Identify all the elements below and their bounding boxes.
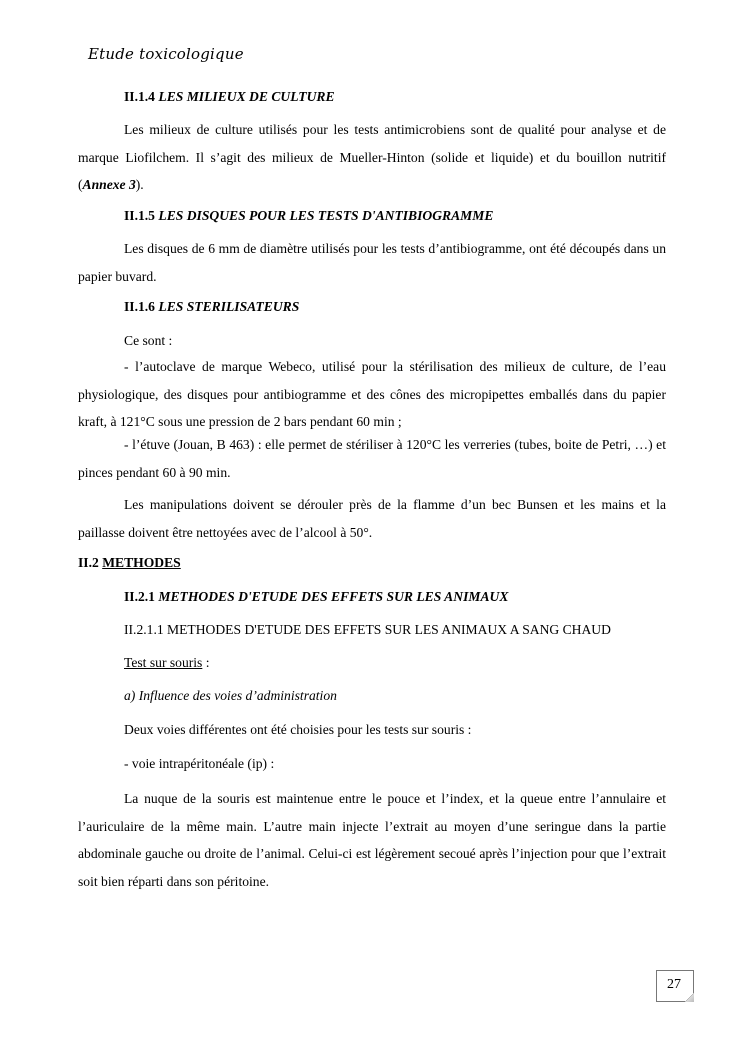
heading-2-2 xyxy=(78,555,181,571)
paragraph-text: Les milieux de culture utilisés pour les tests antimicrobiens sont de qualité pour analyse et de marque Liofilchem. Il s’agit des milieux de Mueller-Hinton (solide et liquide) et du bouillon nutritif ( xyxy=(78,122,666,192)
page-number: 27 xyxy=(667,977,681,992)
heading-number: II.2 xyxy=(78,555,99,570)
running-header: Etude toxicologique xyxy=(88,45,244,63)
heading-2-1-5 xyxy=(124,208,493,224)
test-label-line xyxy=(124,655,210,671)
heading-title: LES DISQUES POUR LES TESTS D'ANTIBIOGRAMME xyxy=(158,208,494,223)
heading-2-2-1-1: II.2.1.1 METHODES D'ETUDE DES EFFETS SUR LES ANIMAUX A SANG CHAUD xyxy=(124,622,611,637)
subheading-a: a) Influence des voies d’administration xyxy=(124,688,337,703)
heading-title: LES MILIEUX DE CULTURE xyxy=(158,89,335,104)
paragraph-milieux xyxy=(78,116,666,199)
annexe-reference: Annexe 3 xyxy=(82,177,136,192)
heading-2-1-6 xyxy=(124,299,299,315)
heading-number: II.2.1 xyxy=(124,589,155,604)
test-label: Test sur souris xyxy=(124,655,203,670)
heading-number: II.1.6 xyxy=(124,299,155,314)
heading-title: METHODES xyxy=(102,555,181,570)
heading-2-2-1 xyxy=(124,589,508,605)
list-item-etuve: - l’étuve (Jouan, B 463) : elle permet de stériliser à 120°C les verreries (tubes, boite de Petri, …) et pinces pendant 60 à 90 min. xyxy=(78,437,666,480)
list-item-autoclave: - l’autoclave de marque Webeco, utilisé pour la stérilisation des milieux de culture, de l’eau physiologique, des disques pour antibiogramme et des cônes des micropipettes emballés dans du papier kraft, à 121°C sous une pression de 2 bars pendant 60 min ; xyxy=(78,359,666,429)
paragraph-text-end: ). xyxy=(135,177,144,192)
route-ip: - voie intrapéritonéale (ip) : xyxy=(124,756,275,771)
routes-intro: Deux voies différentes ont été choisies pour les tests sur souris : xyxy=(124,722,472,737)
test-label-suffix: : xyxy=(202,655,210,670)
page-number-box xyxy=(656,970,694,1002)
heading-2-1-4 xyxy=(124,89,335,105)
paragraph-injection: La nuque de la souris est maintenue entre le pouce et l’index, et la queue entre l’annulaire et l’auriculaire de la même main. L’autre main injecte l’extrait au moyen d’une seringue dans la partie abdominale gauche ou droite de l’animal. Celui-ci est légèrement secoué après l’injection pour que l’extrait soit bien réparti dans son péritoine. xyxy=(78,791,666,889)
heading-title: LES STERILISATEURS xyxy=(158,299,300,314)
page-curl-icon xyxy=(685,993,694,1002)
heading-title: METHODES D'ETUDE DES EFFETS SUR LES ANIMAUX xyxy=(158,589,509,604)
paragraph-disques: Les disques de 6 mm de diamètre utilisés pour les tests d’antibiogramme, ont été découpés dans un papier buvard. xyxy=(78,241,666,284)
intro-text: Ce sont : xyxy=(124,333,173,348)
paragraph-manipulations: Les manipulations doivent se dérouler près de la flamme d’un bec Bunsen et les mains et la paillasse doivent être nettoyées avec de l’alcool à 50°. xyxy=(78,497,666,540)
heading-number: II.1.4 xyxy=(124,89,155,104)
heading-number: II.1.5 xyxy=(124,208,155,223)
